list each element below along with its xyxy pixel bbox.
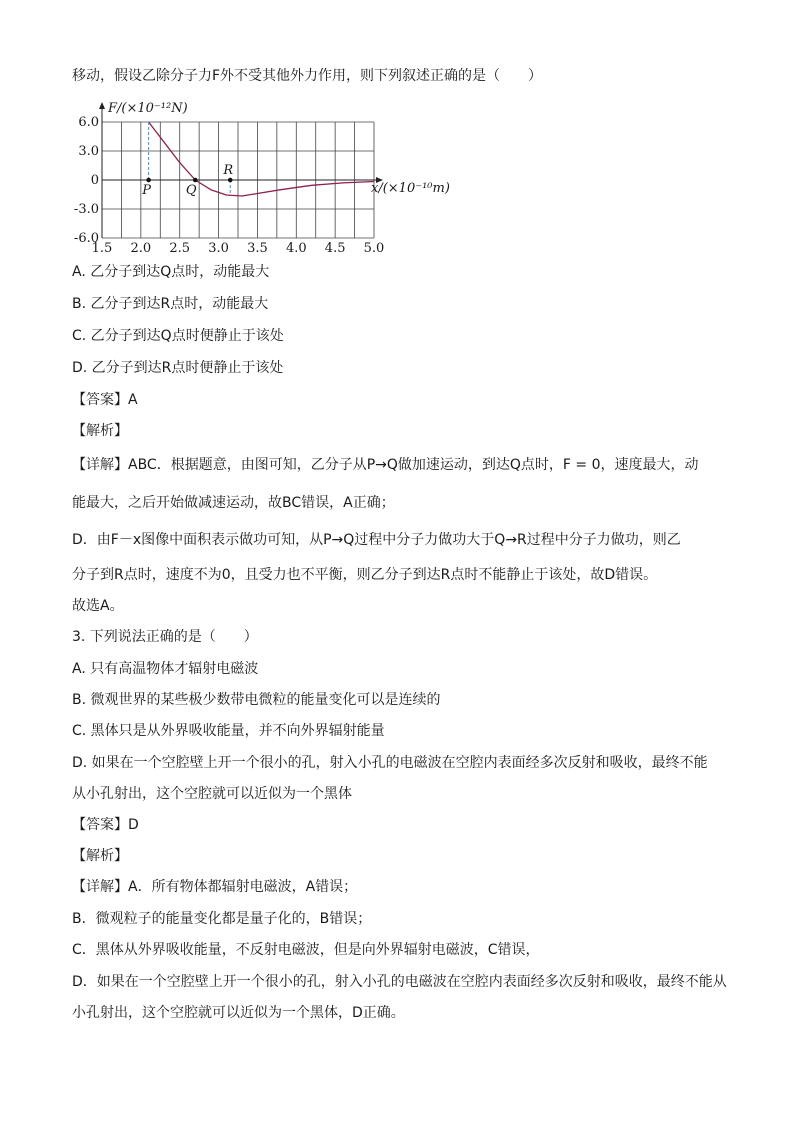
answer-tag: 【答案】: [72, 392, 128, 408]
point-label-q: Q: [185, 183, 197, 198]
option-d: D. 乙分子到达R点时便静止于该处: [72, 360, 284, 376]
detail-line-1: 【详解】ABC．根据题意，由图可知，乙分子从P→Q做加速运动，到达Q点时，F = 0，速度最大，动: [72, 457, 699, 473]
x-tick-label: 1.5: [91, 241, 113, 252]
q3-detail-line-3: C．黑体从外界吸收能量，不反射电磁波，但是向外界辐射电磁波，C错误，: [72, 942, 540, 958]
y-tick-label: 6.0: [78, 115, 99, 130]
y-tick-label: -3.0: [73, 202, 99, 217]
q3-answer-line: [72, 815, 139, 835]
x-tick-label: 2.5: [169, 241, 191, 252]
option-c: C. 乙分子到达Q点时便静止于该处: [72, 328, 284, 344]
y-tick-label: 0: [90, 173, 99, 188]
q3-detail-line-5: 小孔射出，这个空腔就可以近似为一个黑体，D正确。: [72, 1005, 405, 1021]
y-tick-label: 3.0: [78, 144, 99, 159]
force-curve: [149, 122, 374, 196]
answer-line: [72, 390, 138, 410]
detail-line-2: 能最大，之后开始做减速运动，故BC错误，A正确；: [72, 495, 395, 511]
q3-detail-line-2: B．微观粒子的能量变化都是量子化的，B错误；: [72, 911, 372, 927]
x-tick-label: 3.0: [208, 241, 229, 252]
x-axis-label: x/(×10⁻¹⁰m): [371, 181, 450, 196]
question-3-stem: 3. 下列说法正确的是（ ）: [72, 629, 258, 645]
point-r: [228, 178, 233, 183]
q3-detail-line-4: D．如果在一个空腔壁上开一个很小的孔，射入小孔的电磁波在空腔内表面经多次反射和吸收，最终不能从: [72, 974, 727, 990]
option-a: A. 乙分子到达Q点时，动能最大: [72, 264, 270, 280]
x-tick-label: 4.0: [285, 241, 307, 252]
q3-option-b: B. 微观世界的某些极少数带电微粒的能量变化可以是连续的: [72, 692, 441, 708]
x-tick-label: 2.0: [130, 241, 152, 252]
detail-line-4: 分子到R点时，速度不为0，且受力也不平衡，则乙分子到达R点时不能静止于该处，故D错误。: [72, 567, 658, 583]
y-axis-label: F/(×10⁻¹²N): [108, 101, 188, 116]
x-tick-label: 3.5: [247, 241, 268, 252]
q3-answer-tag: 【答案】: [72, 817, 128, 833]
q3-answer-value: D: [128, 817, 139, 833]
detail-line-3: D．由F－x图像中面积表示做功可知，从P→Q过程中分子力做功大于Q→R过程中分子力做功，则乙: [72, 532, 681, 548]
q3-analysis-tag: 【解析】: [72, 848, 128, 864]
answer-value: A: [128, 392, 138, 408]
q3-option-d: D. 如果在一个空腔壁上开一个很小的孔，射入小孔的电磁波在空腔内表面经多次反射和吸收，最终不能: [72, 755, 708, 771]
question-2-intro: 移动，假设乙除分子力F外不受其他外力作用，则下列叙述正确的是（ ）: [72, 68, 543, 84]
force-curve-line: [149, 122, 374, 196]
x-tick-label: 4.5: [324, 241, 346, 252]
q3-detail-line-1: 【详解】A．所有物体都辐射电磁波，A错误；: [72, 879, 358, 895]
y-tick-label: -6.0: [73, 231, 99, 246]
q3-option-c: C. 黑体只是从外界吸收能量，并不向外界辐射能量: [72, 723, 385, 739]
q3-option-d-cont: 从小孔射出，这个空腔就可以近似为一个黑体: [72, 786, 352, 802]
point-p: [146, 178, 151, 183]
y-axis-arrow: [99, 102, 105, 109]
q3-option-a: A. 只有高温物体才辐射电磁波: [72, 661, 259, 677]
x-tick-label: 5.0: [363, 241, 385, 252]
point-label-p: P: [142, 183, 152, 198]
option-b: B. 乙分子到达R点时，动能最大: [72, 296, 269, 312]
point-q: [193, 178, 198, 183]
force-distance-chart: [68, 100, 468, 252]
chart-grid: [99, 102, 383, 238]
detail-line-5: 故选A。: [72, 598, 124, 614]
point-label-r: R: [223, 163, 234, 178]
analysis-tag: 【解析】: [72, 423, 128, 439]
